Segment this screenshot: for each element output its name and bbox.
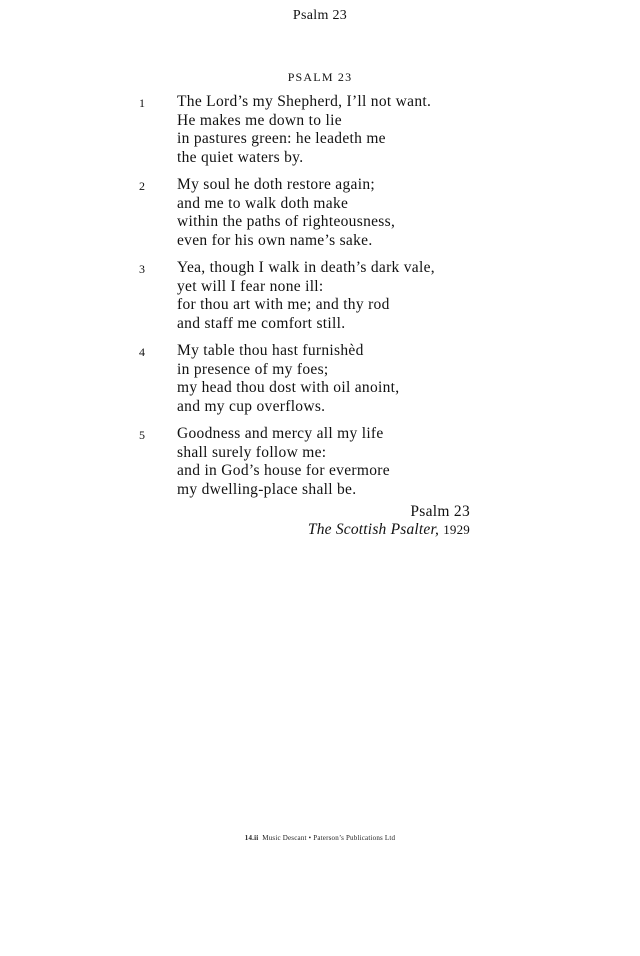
footer (0, 834, 640, 842)
verse (0, 259, 640, 342)
verse-line: in presence of my foes; (177, 360, 329, 378)
verse-lines (177, 259, 435, 333)
verse-line: and my cup overflows. (177, 397, 326, 415)
verse-lines (177, 425, 390, 499)
verse-line: and in God’s house for evermore (177, 462, 390, 479)
verse-line: and me to walk doth make (177, 194, 349, 212)
verse-line: in pastures green: he leadeth me (177, 130, 386, 147)
verse-line: Yea, though I walk in death’s dark vale, (177, 259, 435, 276)
verse-number: 4 (139, 345, 145, 359)
verse-line: and staff me comfort still. (177, 314, 346, 332)
verse-line: the quiet waters by. (177, 148, 304, 166)
attribution-source-year: 1929 (443, 522, 470, 537)
verse-number: 2 (139, 179, 145, 193)
verse-line: my head thou dost with oil anoint, (177, 379, 400, 396)
verse-line: my dwelling-place shall be. (177, 480, 357, 498)
verse-line: My table thou hast furnishèd (177, 342, 364, 359)
footer-text: Music Descant • Paterson’s Publications Ltd (262, 834, 396, 842)
verse-number: 1 (139, 96, 145, 110)
verse-line: shall surely follow me: (177, 443, 327, 461)
verse (0, 425, 640, 508)
verse-number: 5 (139, 428, 145, 442)
psalm-title: PSALM 23 (287, 70, 353, 84)
verses-container (0, 93, 640, 508)
verse-line: for thou art with me; and thy rod (177, 296, 390, 313)
verse (0, 176, 640, 259)
verse-line: even for his own name’s sake. (177, 231, 373, 249)
attribution-psalm-ref: Psalm 23 (410, 503, 470, 520)
verse-line: My soul he doth restore again; (177, 176, 375, 193)
verse-line: Goodness and mercy all my life (177, 425, 384, 442)
verse-lines (177, 342, 399, 416)
verse-line: The Lord’s my Shepherd, I’ll not want. (177, 93, 432, 110)
verse-number: 3 (139, 262, 145, 276)
verse-line: yet will I fear none ill: (177, 277, 324, 295)
attribution-source-title: The Scottish Psalter, (307, 521, 440, 538)
verse (0, 93, 640, 176)
verse (0, 342, 640, 425)
verse-lines (177, 93, 431, 167)
footer-code: 14.ii (244, 834, 259, 842)
verse-lines (177, 176, 395, 250)
verse-line: He makes me down to lie (177, 111, 342, 129)
attribution-source (308, 521, 470, 539)
running-head: Psalm 23 (292, 8, 348, 23)
verse-line: within the paths of righteousness, (177, 213, 396, 230)
